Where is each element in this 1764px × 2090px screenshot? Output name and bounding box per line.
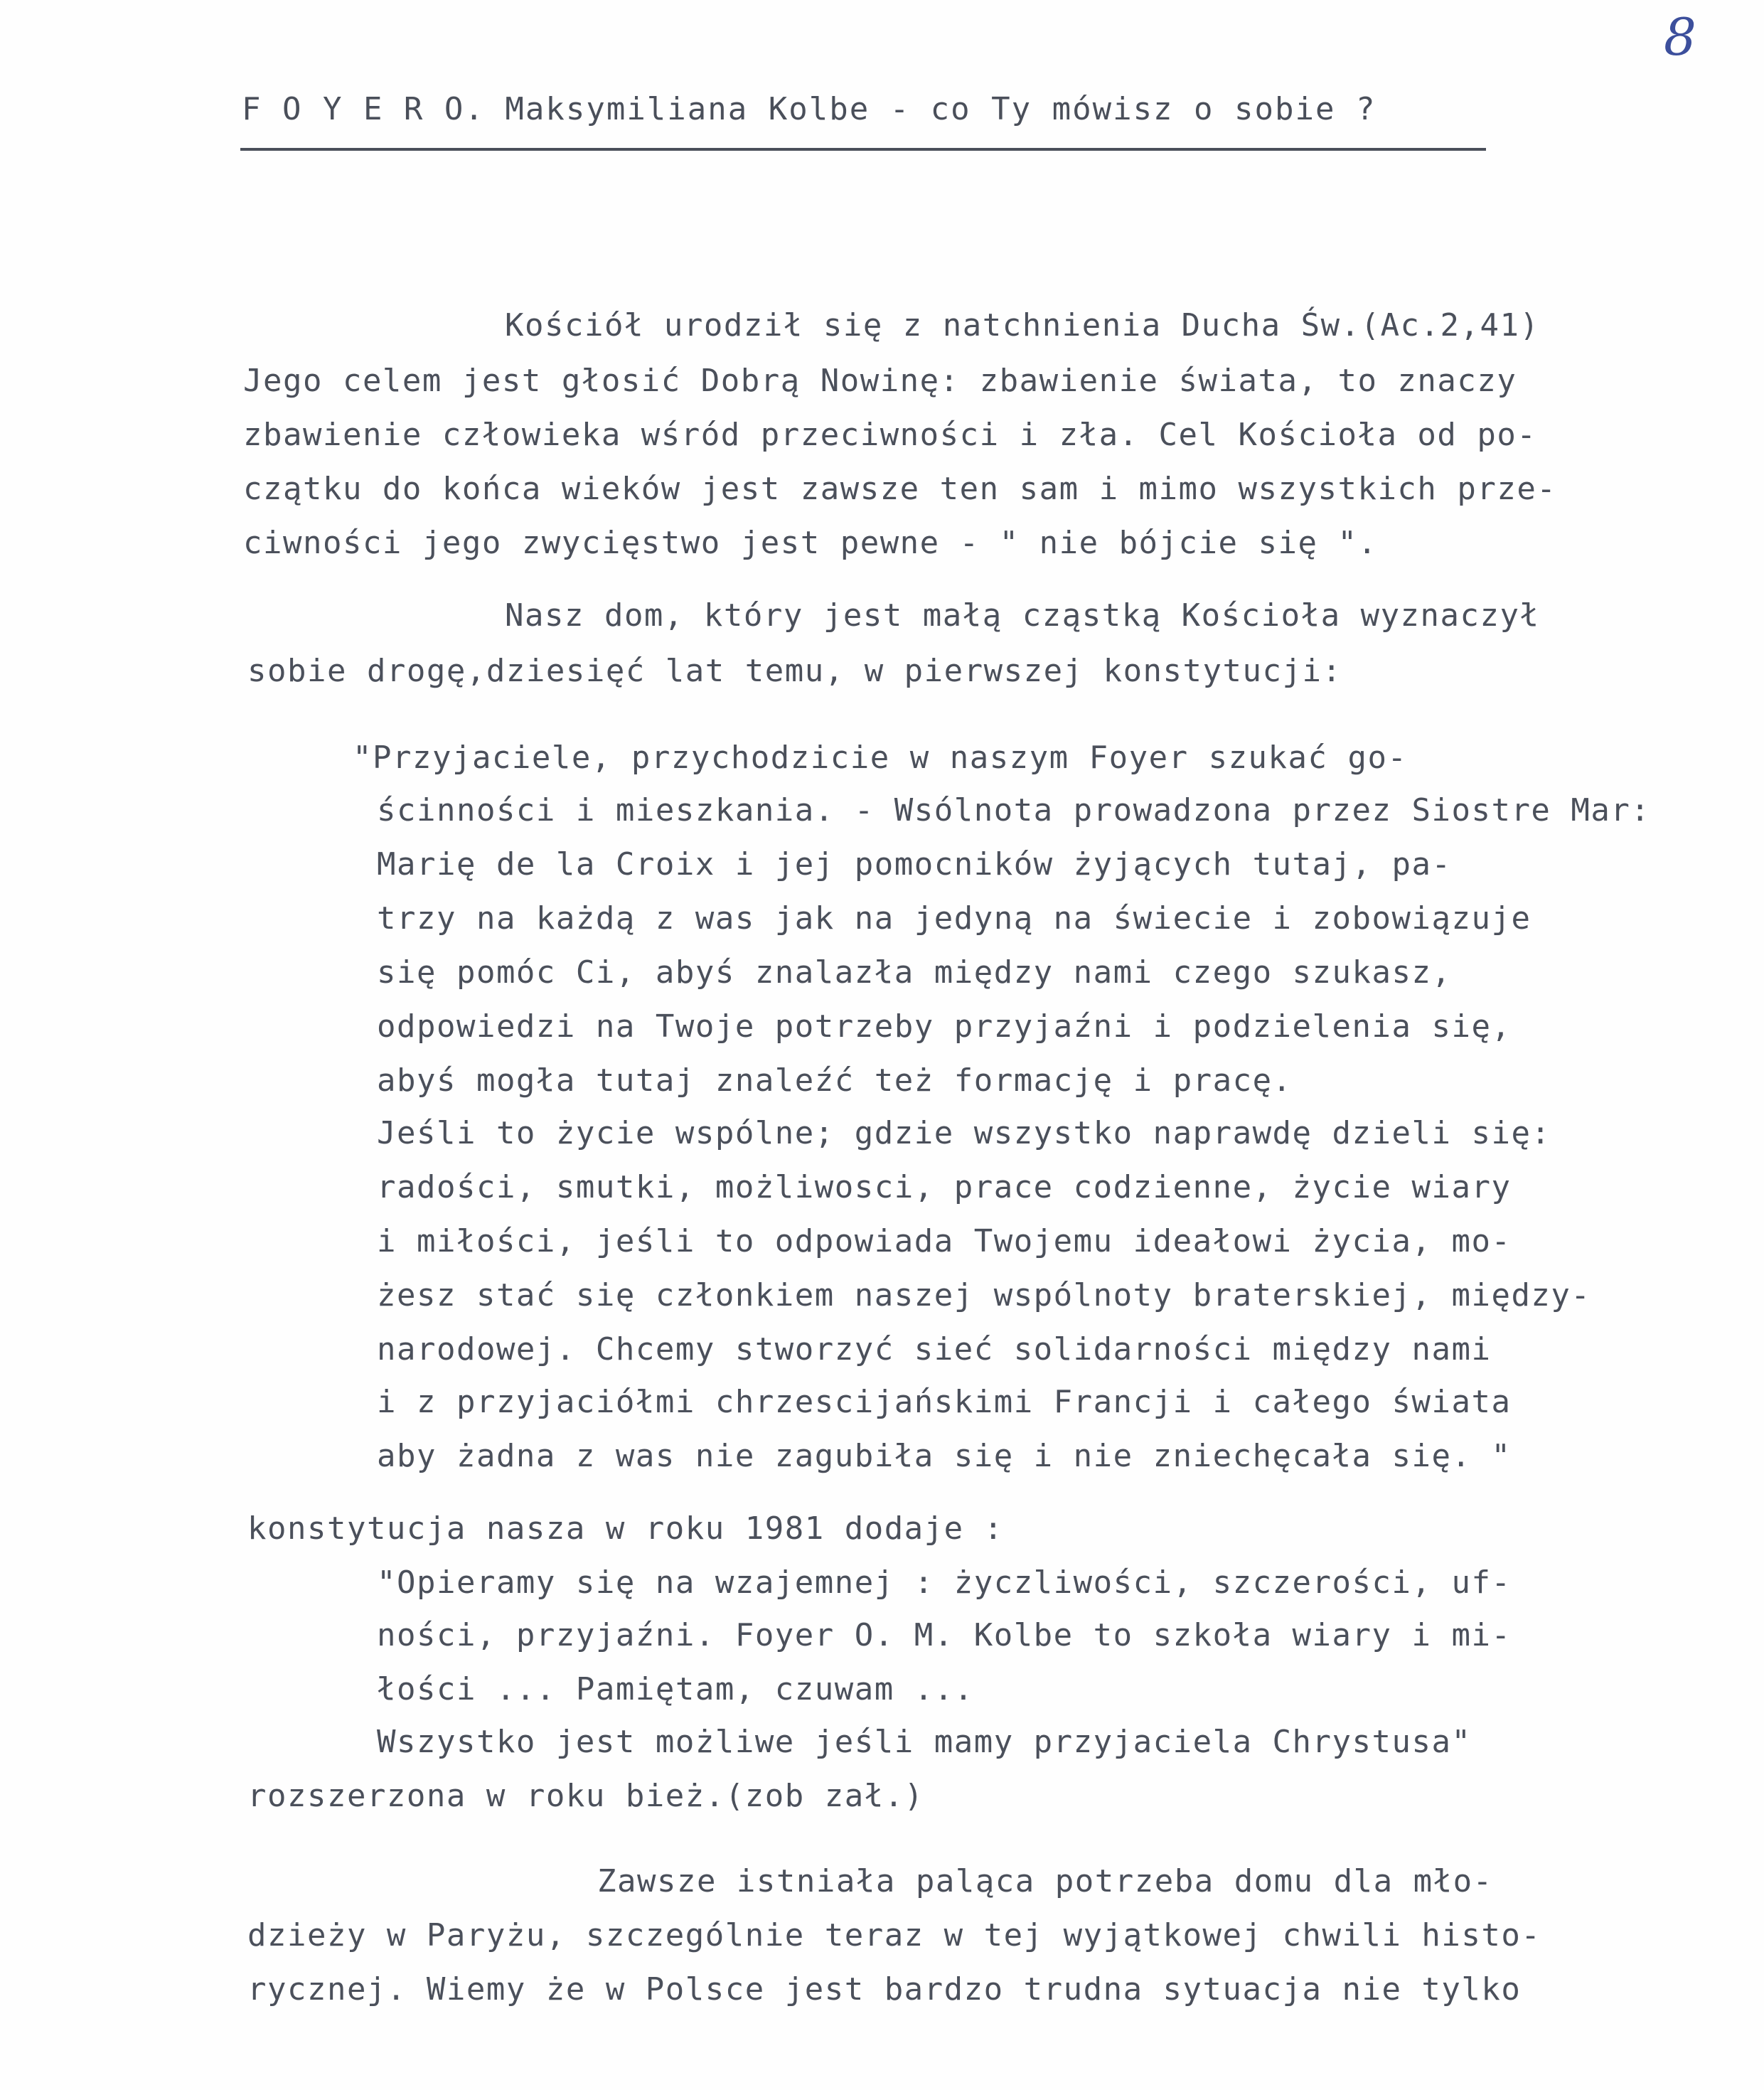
paragraph4-line: rozszerzona w roku bież.(zob zał.) [247,1778,924,1814]
paragraph5-line: rycznej. Wiemy że w Polsce jest bardzo trudna sytuacja nie tylko [247,1971,1522,2008]
quote1-line: i z przyjaciółmi chrzescijańskimi Francji i całego świata [377,1384,1512,1420]
quote2-line: łości ... Pamiętam, czuwam ... [377,1671,974,1707]
paragraph1-line: ciwności jego zwycięstwo jest pewne - " nie bójcie się ". [243,525,1378,561]
quote1-line: trzy na każdą z was jak na jedyną na świecie i zobowiązuje [377,900,1532,937]
paragraph2-line: Nasz dom, który jest małą cząstką Kościoła wyznaczył [505,597,1540,634]
quote2-line: "Opieramy się na wzajemnej : życzliwości, szczerości, uf- [377,1564,1512,1601]
quote1-line: abyś mogła tutaj znaleźć też formację i pracę. [377,1062,1293,1099]
document-title: F O Y E R O. Maksymiliana Kolbe - co Ty mówisz o sobie ? [242,91,1377,127]
page-number: 8 [1664,7,1696,67]
quote1-line: radości, smutki, możliwosci, prace codzienne, życie wiary [377,1169,1512,1205]
paragraph2-line: sobie drogę,dziesięć lat temu, w pierwszej konstytucji: [247,653,1342,689]
quote2-line: Wszystko jest możliwe jeśli mamy przyjaciela Chrystusa" [377,1724,1472,1760]
paragraph5-line: Zawsze istniała paląca potrzeba domu dla mło- [597,1863,1493,1899]
quote1-line: aby żadna z was nie zagubiła się i nie zniechęcała się. " [377,1438,1512,1474]
quote1-line: się pomóc Ci, abyś znalazła między nami czego szukasz, [377,954,1452,991]
title-underline [240,148,1486,151]
quote1-line: "Przyjaciele, przychodzicie w naszym Foyer szukać go- [353,740,1408,776]
quote1-line: i miłości, jeśli to odpowiada Twojemu ideałowi życia, mo- [377,1223,1512,1259]
quote1-line: ścinności i mieszkania. - Wsólnota prowadzona przez Siostre Mar: [377,792,1651,828]
paragraph3-line: konstytucja nasza w roku 1981 dodaje : [247,1510,1004,1547]
quote1-line: Jeśli to życie wspólne; gdzie wszystko naprawdę dzieli się: [377,1115,1551,1151]
quote1-line: narodowej. Chcemy stworzyć sieć solidarności między nami [377,1331,1492,1367]
quote1-line: żesz stać się członkiem naszej wspólnoty braterskiej, między- [377,1277,1591,1313]
quote1-line: odpowiedzi na Twoje potrzeby przyjaźni i podzielenia się, [377,1008,1512,1045]
paragraph1-line: czątku do końca wieków jest zawsze ten sam i mimo wszystkich prze- [243,471,1557,507]
paragraph1-line: zbawienie człowieka wśród przeciwności i zła. Cel Kościoła od po- [243,417,1537,453]
paragraph1-line: Jego celem jest głosić Dobrą Nowinę: zbawienie świata, to znaczy [243,363,1517,399]
paragraph5-line: dzieży w Paryżu, szczególnie teraz w tej wyjątkowej chwili histo- [247,1917,1541,1953]
paragraph1-line: Kościół urodził się z natchnienia Ducha Św.(Ac.2,41) [505,307,1540,343]
quote1-line: Marię de la Croix i jej pomocników żyjących tutaj, pa- [377,846,1452,883]
quote2-line: ności, przyjaźni. Foyer O. M. Kolbe to szkoła wiary i mi- [377,1617,1512,1653]
